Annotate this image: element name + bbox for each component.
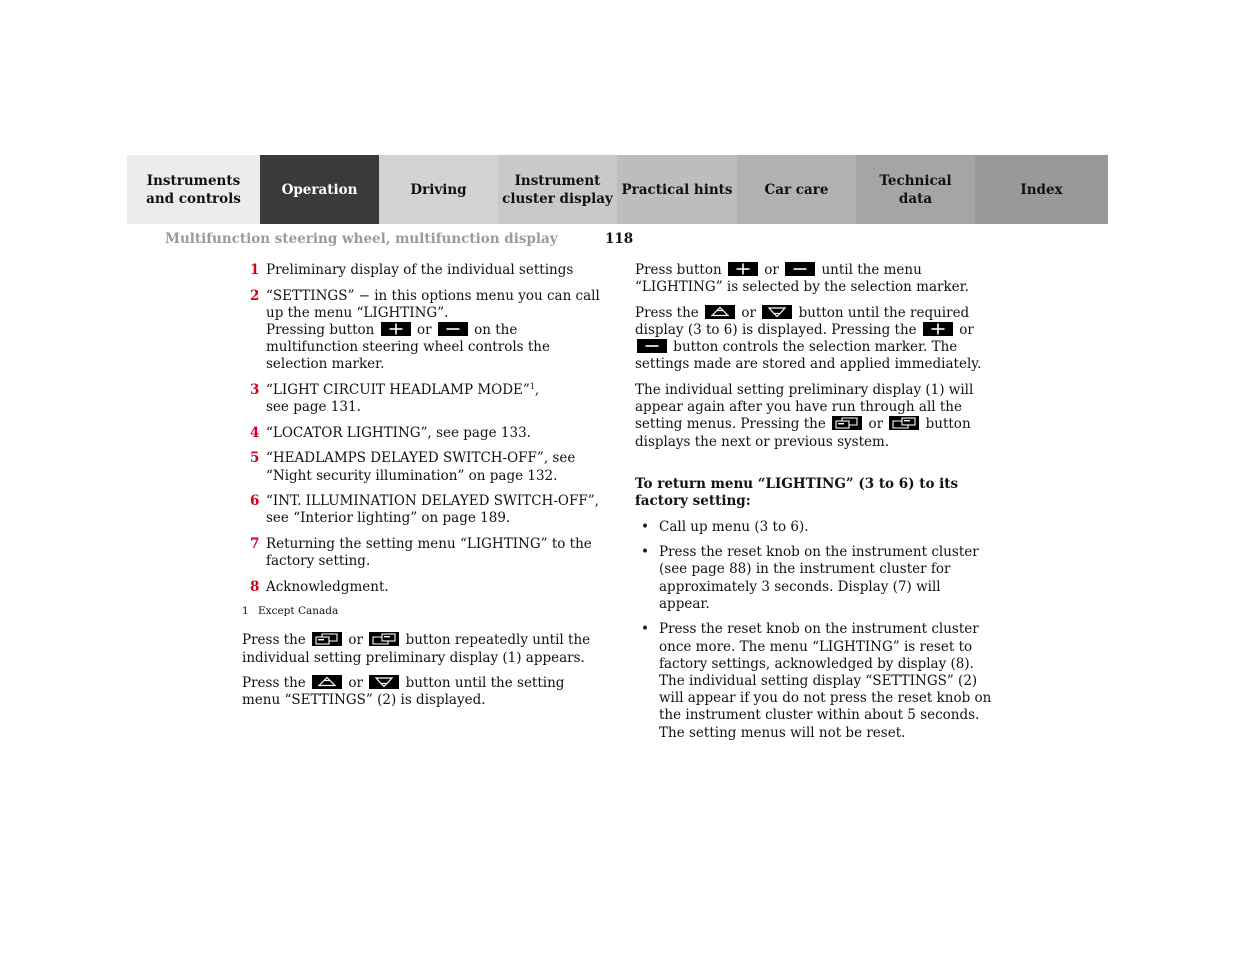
list-item: [242, 450, 602, 484]
legend-text: Preliminary display of the individual settings: [266, 262, 574, 278]
tab-instrument-cluster-display[interactable]: [498, 155, 617, 224]
list-item: 2 “SETTINGS” − in this options menu you can call up the menu “LIGHTING”. Pressing button or on the multifunction steering wheel controls the selection marker.: [250, 287, 600, 373]
list-item: [242, 425, 602, 442]
footnote-ref: 1: [529, 382, 535, 391]
footnote: [242, 604, 602, 618]
tab-label: Operation: [281, 181, 358, 198]
tab-technical-data[interactable]: [856, 155, 975, 224]
legend-number: 7: [250, 535, 260, 552]
step-text: Press the reset knob on the instrument cluster once more. The menu “LIGHTING” is reset to factory settings, acknowledged by display (8).: [659, 621, 979, 672]
list-item: 3 “LIGHT CIRCUIT HEADLAMP MODE”$^1$, see page 131.: [250, 382, 540, 416]
tab-practical-hints[interactable]: [617, 155, 737, 224]
chapter-tabs: [127, 155, 1108, 224]
legend-text: Returning the setting menu “LIGHTING” to the factory setting.: [266, 535, 592, 570]
plus-button-icon: [381, 322, 411, 336]
tab-instruments-and-controls[interactable]: [127, 155, 260, 224]
plus-button-icon: [923, 322, 953, 336]
tab-label: Instruments and controls: [146, 172, 241, 207]
up-arrow-button-icon: [705, 305, 735, 319]
tab-operation[interactable]: [260, 155, 379, 224]
step-note: The individual setting display “SETTINGS” (2) will appear if you do not press the reset knob on the instrument cluster within about 5 seconds. The setting menus will not be reset.: [659, 673, 992, 741]
list-item: [635, 544, 995, 613]
tab-label: Practical hints: [621, 181, 733, 198]
step-text: Call up menu (3 to 6).: [659, 518, 809, 535]
previous-system-button-icon: [832, 416, 862, 430]
page-number: 118: [605, 231, 634, 247]
section-title: Multifunction steering wheel, multifunction display: [165, 231, 558, 247]
list-item: [635, 621, 995, 741]
previous-system-button-icon: [312, 632, 342, 646]
tab-label: Car care: [764, 181, 829, 198]
bullet: •: [641, 544, 649, 561]
minus-button-icon: [637, 339, 667, 353]
tab-label: Driving: [410, 181, 467, 198]
list-item: [635, 519, 995, 536]
list-item: [242, 579, 602, 596]
tab-car-care[interactable]: [737, 155, 856, 224]
down-arrow-button-icon: [369, 675, 399, 689]
paragraph: The individual setting preliminary display (1) will appear again after you have run through all the setting menus. Pressing the or button displays the next or previous system.: [635, 382, 974, 450]
legend-number: 6: [250, 493, 260, 510]
minus-button-icon: [785, 262, 815, 276]
tab-index[interactable]: [975, 155, 1108, 224]
tab-label: Technical data: [879, 172, 952, 207]
list-item: [242, 262, 602, 279]
step-text: Press the reset knob on the instrument cluster (see page 88) in the instrument cluster for approximately 3 seconds. Display (7) will appear.: [659, 544, 979, 612]
legend-number: 2: [250, 287, 260, 304]
right-column: [635, 262, 995, 750]
paragraph: Press button or until the menu “LIGHTING” is selected by the selection marker.: [635, 262, 969, 296]
legend-list: [242, 262, 602, 596]
tab-label: Instrument cluster display: [502, 172, 613, 207]
plus-button-icon: [728, 262, 758, 276]
next-system-button-icon: [369, 632, 399, 646]
legend-text: “SETTINGS” − in this options menu you can call up the menu “LIGHTING”.: [266, 287, 600, 321]
next-system-button-icon: [889, 416, 919, 430]
minus-button-icon: [438, 322, 468, 336]
factory-reset-heading: To return menu “LIGHTING” (3 to 6) to its factory setting:: [635, 475, 959, 510]
list-item: [242, 536, 602, 570]
legend-number: 5: [250, 450, 260, 467]
left-column: [242, 262, 602, 718]
legend-text: “LIGHT CIRCUIT HEADLAMP MODE”: [266, 382, 530, 398]
footnote-number: 1: [242, 605, 249, 618]
legend-text: “LOCATOR LIGHTING”, see page 133.: [266, 424, 531, 441]
up-arrow-button-icon: [312, 675, 342, 689]
legend-text: “HEADLAMPS DELAYED SWITCH-OFF”, see “Night security illumination” on page 132.: [266, 450, 576, 484]
bullet: •: [641, 518, 649, 535]
paragraph: Press the or button until the required display (3 to 6) is displayed. Pressing the or button controls the selection marker. The settings made are stored and applied immediately.: [635, 304, 982, 373]
paragraph: Press the or button repeatedly until the individual setting preliminary display (1) appears.: [242, 632, 591, 666]
legend-number: 1: [250, 262, 260, 278]
legend-text: Acknowledgment.: [266, 578, 389, 595]
footnote-text: Except Canada: [258, 605, 339, 618]
bullet: •: [641, 621, 649, 638]
down-arrow-button-icon: [762, 305, 792, 319]
tab-label: Index: [1020, 181, 1063, 198]
paragraph: Press the or button until the setting menu “SETTINGS” (2) is displayed.: [242, 675, 565, 709]
list-item: [242, 493, 602, 527]
legend-number: 4: [250, 424, 260, 441]
legend-text: “INT. ILLUMINATION DELAYED SWITCH-OFF”, see “Interior lighting” on page 189.: [266, 493, 599, 527]
legend-number: 8: [250, 578, 260, 595]
factory-reset-steps: [635, 519, 995, 742]
legend-number: 3: [250, 382, 260, 398]
tab-driving[interactable]: [379, 155, 498, 224]
